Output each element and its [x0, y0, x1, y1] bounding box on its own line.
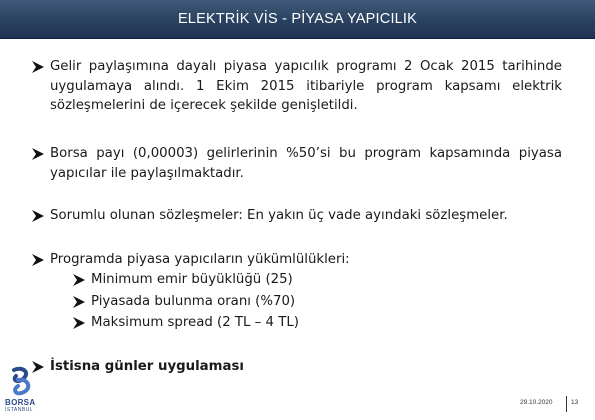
bullet-text: Gelir paylaşımına dayalı piyasa yapıcılık programı 2 Ocak 2015 tarihinde uygulamaya alındı. 1 Ekim 2015 itibariyle program kapsamı elektrik sözleşmelerini de içerecek şekilde genişletildi. [50, 59, 562, 113]
logo-sub: İSTANBUL [5, 407, 34, 413]
slide-title: ELEKTRİK VİS - PİYASA YAPICILIK [177, 11, 418, 27]
bullet-item [32, 57, 562, 116]
sub-bullet-item [73, 313, 299, 333]
sub-bullet-item [73, 270, 293, 290]
sub-bullet-text: Maksimum spread (2 TL – 4 TL) [91, 315, 299, 330]
footer-date: 29.10.2020 [520, 399, 553, 406]
bullet-item [32, 357, 562, 377]
arrow-bullet-icon [32, 206, 50, 226]
arrow-bullet-icon [32, 144, 50, 164]
arrow-bullet-icon [73, 292, 91, 312]
bullet-text: İstisna günler uygulaması [50, 359, 244, 374]
bullet-item [32, 144, 562, 183]
arrow-bullet-icon [73, 313, 91, 333]
bullet-text: Programda piyasa yapıcıların yükümlülükleri: [50, 252, 350, 267]
footer-divider [566, 396, 567, 412]
bullet-text: Sorumlu olunan sözleşmeler: En yakın üç vade ayındaki sözleşmeler. [50, 208, 508, 223]
sub-bullet-text: Minimum emir büyüklüğü (25) [91, 272, 293, 287]
logo-name: BORSA [5, 398, 36, 407]
arrow-bullet-icon [73, 270, 91, 290]
sub-bullet-text: Piyasada bulunma oranı (%70) [91, 294, 296, 309]
title-bar [0, 0, 595, 39]
arrow-bullet-icon [32, 250, 50, 270]
sub-bullet-item [73, 292, 295, 312]
bullet-text: Borsa payı (0,00003) gelirlerinin %50’si bu program kapsamında piyasa yapıcılar ile paylaşılmaktadır. [50, 146, 562, 181]
arrow-bullet-icon [32, 57, 50, 77]
page-number: 13 [571, 399, 579, 406]
bullet-item [32, 250, 562, 270]
bullet-item [32, 206, 562, 226]
